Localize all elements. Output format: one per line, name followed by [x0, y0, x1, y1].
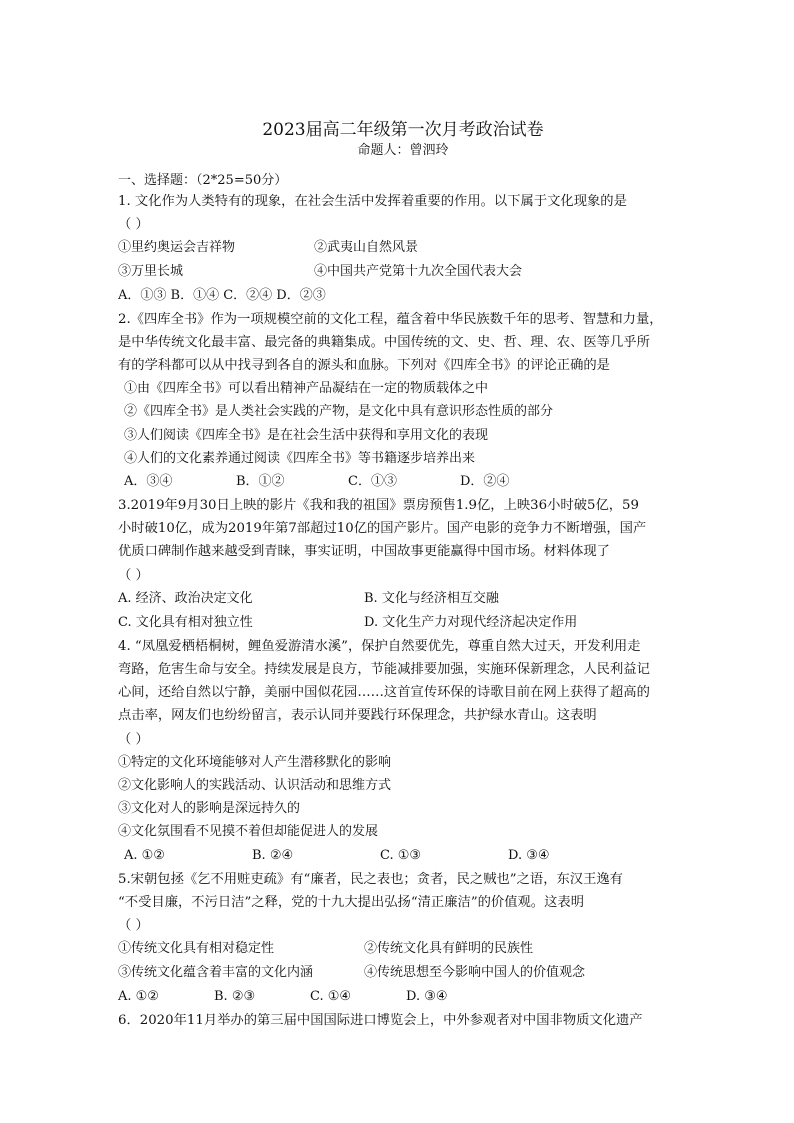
option-item: ③人们阅读《四库全书》是在社会生活中获得和享用文化的表现: [124, 427, 489, 443]
question-3: [118, 494, 688, 635]
option-item: ④中国共产党第十九次全国代表大会: [314, 264, 523, 280]
option-item: ③文化对人的影响是深远持久的: [118, 801, 301, 817]
choice-a: A. ①②: [118, 989, 159, 1005]
exam-page: [118, 118, 688, 1032]
question-text-line: 5.宋朝包拯《乞不用赃吏疏》有“廉者，民之表也；贪者，民之贼也”之语，东汉王逸有: [118, 871, 623, 887]
choice-d: D. 文化生产力对现代经济起决定作用: [364, 614, 578, 630]
question-4: [118, 635, 688, 868]
choice-b: B．①②: [236, 474, 285, 490]
question-text-line: 优质口碑制作越来越受到青睐，事实证明，中国故事更能赢得中国市场。材料体现了: [118, 544, 610, 560]
option-item: ②武夷山自然风景: [314, 240, 419, 256]
choice-a: A．③④: [124, 474, 173, 490]
choice-c: C. ①④: [310, 989, 352, 1005]
answer-choices: [118, 470, 688, 494]
option-row: [118, 236, 688, 260]
question-text-line: 3.2019年9月30日上映的影片《我和我的祖国》票房预售1.9亿，上映36小时破5亿，59: [118, 498, 639, 514]
exam-title: 2023届高二年级第一次月考政治试卷: [262, 120, 544, 140]
question-5: [118, 868, 688, 1010]
option-item: ①由《四库全书》可以看出精神产品凝结在一定的物质载体之中: [124, 381, 489, 397]
answer-choices: [118, 844, 688, 868]
choice-b: B. ②③: [214, 989, 256, 1005]
choice-c: C. ①③: [380, 847, 422, 863]
answer-choices: [118, 985, 688, 1009]
option-row: [118, 260, 688, 284]
option-item: ①里约奥运会吉祥物: [118, 240, 236, 256]
choice-a: A. 经济、政治决定文化: [118, 590, 253, 606]
option-item: ④传统思想至今影响中国人的价值观念: [364, 965, 586, 981]
question-1: [118, 190, 688, 308]
section-heading: 一、选择题：（2*25=50分）: [118, 173, 288, 188]
choice-c: C. 文化具有相对独立性: [118, 614, 253, 630]
question-text-line: 小时破10亿，成为2019年第7部超过10亿的国产影片。国产电影的竞争力不断增强，国产: [118, 521, 647, 537]
choice-a: A. ①②: [124, 847, 165, 863]
question-text-line: 点击率，网友们也纷纷留言，表示认同并要践行环保理念，共护绿水青山。这表明: [118, 708, 597, 724]
question-text-line: 是中华传统文化最丰富、最完备的典籍集成。中国传统的文、史、哲、理、农、医等几乎所: [118, 334, 650, 350]
answer-blank: （ ）: [118, 918, 149, 934]
exam-author: 命题人：曾泗玲: [357, 143, 449, 158]
choice-d: D. ③④: [508, 847, 550, 863]
answer-blank: （ ）: [118, 217, 149, 233]
question-text-line: 4. “凤凰爱栖梧桐树，鲤鱼爱游清水溪”，保护自然要优先，尊重自然大过天，开发利用走: [118, 638, 641, 654]
question-text-line: 6．2020年11月举办的第三届中国国际进口博览会上，中外参观者对中国非物质文化遗产: [118, 1013, 643, 1029]
choice-b: B. ②④: [252, 847, 294, 863]
option-row: [118, 937, 688, 961]
question-text-line: 1. 文化作为人类特有的现象，在社会生活中发挥着重要的作用。以下属于文化现象的是: [118, 194, 627, 209]
option-item: ①传统文化具有相对稳定性: [118, 941, 275, 957]
option-item: ③万里长城: [118, 264, 184, 280]
choice-d: D．②④: [460, 474, 510, 490]
question-text-line: 心间，还给自然以宁静，美丽中国似花园……这首宣传环保的诗歌目前在网上获得了超高的: [118, 685, 650, 701]
option-row: [118, 961, 688, 985]
choice-b: B. 文化与经济相互交融: [364, 590, 499, 606]
question-6: [118, 1009, 688, 1032]
question-2: [118, 308, 688, 494]
option-item: ②《四库全书》是人类社会实践的产物，是文化中具有意识形态性质的部分: [124, 404, 554, 420]
choice-d: D. ③④: [406, 989, 448, 1005]
choice-c: C．①③: [348, 474, 397, 490]
option-row: [118, 611, 688, 635]
option-item: ④文化氛围看不见摸不着但却能促进人的发展: [118, 824, 379, 840]
option-row: [118, 587, 688, 611]
option-item: ④人们的文化素养通过阅读《四库全书》等书籍逐步培养出来: [124, 450, 476, 466]
question-text-line: “不受目廉，不污日洁”之释，党的十九大提出弘扬“清正廉洁”的价值观。这表明: [118, 894, 584, 910]
answer-blank: （ ）: [118, 567, 149, 583]
answer-choices: A．①③ B．①④ C．②④ D．②③: [118, 288, 326, 304]
option-item: ①特定的文化环境能够对人产生潜移默化的影响: [118, 754, 392, 770]
question-text-line: 有的学科都可以从中找寻到各自的源头和血脉。下列对《四库全书》的评论正确的是: [118, 358, 610, 374]
option-item: ③传统文化蕴含着丰富的文化内涵: [118, 965, 314, 981]
option-item: ②文化影响人的实践活动、认识活动和思维方式: [118, 778, 392, 794]
question-text-line: 2.《四库全书》作为一项规模空前的文化工程，蕴含着中华民族数千年的思考、智慧和力量，: [118, 311, 663, 327]
answer-blank: （ ）: [118, 731, 149, 747]
option-item: ②传统文化具有鲜明的民族性: [364, 941, 534, 957]
question-text-line: 弯路，危害生命与安全。持续发展是良方，节能减排要加强，实施环保新理念，人民利益记: [118, 662, 650, 678]
